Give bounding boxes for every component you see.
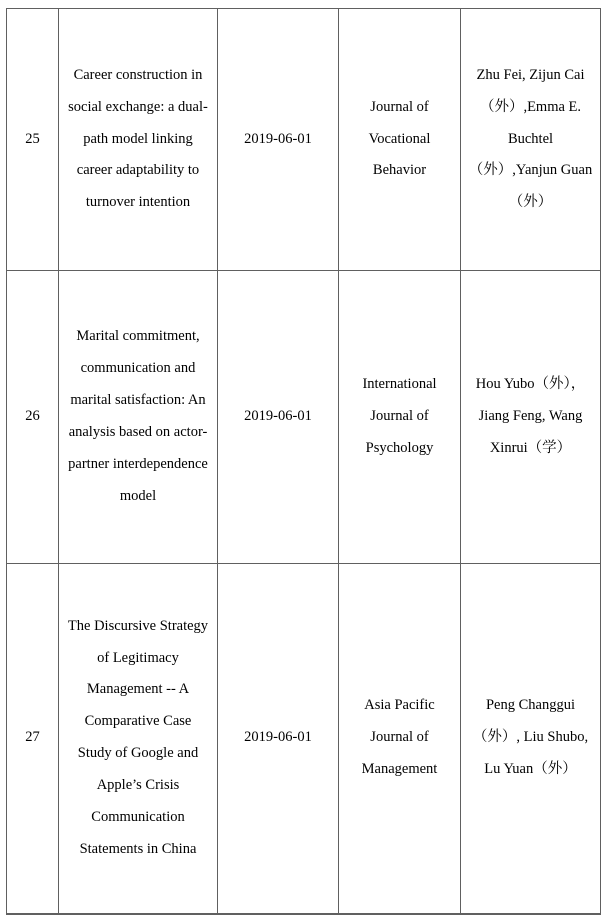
authors-cell: Hou Yubo（外），Jiang Feng, Wang Xinrui（学） xyxy=(461,271,601,564)
row-index-cell: 27 xyxy=(7,564,59,914)
paper-title-cell: Career construction in social exchange: a dual-path model linking career adaptability to turnover intention xyxy=(59,9,218,271)
table-row xyxy=(7,271,601,564)
table-row xyxy=(7,564,601,914)
publish-date-cell: 2019-06-01 xyxy=(218,564,339,914)
publications-table xyxy=(6,8,601,915)
journal-cell: International Journal of Psychology xyxy=(339,271,461,564)
publish-date-cell: 2019-06-01 xyxy=(218,271,339,564)
paper-title-cell: Marital commitment, communication and marital satisfaction: An analysis based on actor-partner interdependence model xyxy=(59,271,218,564)
table-row xyxy=(7,9,601,271)
publish-date-cell: 2019-06-01 xyxy=(218,9,339,271)
journal-cell: Journal of Vocational Behavior xyxy=(339,9,461,271)
paper-title-cell: The Discursive Strategy of Legitimacy Management -- A Comparative Case Study of Google and Apple’s Crisis Communication Statements in China xyxy=(59,564,218,914)
authors-cell: Zhu Fei, Zijun Cai（外）,Emma E. Buchtel（外）,Yanjun Guan（外） xyxy=(461,9,601,271)
row-index-cell: 26 xyxy=(7,271,59,564)
row-index-cell: 25 xyxy=(7,9,59,271)
authors-cell: Peng Changgui（外）, Liu Shubo, Lu Yuan（外） xyxy=(461,564,601,914)
journal-cell: Asia Pacific Journal of Management xyxy=(339,564,461,914)
